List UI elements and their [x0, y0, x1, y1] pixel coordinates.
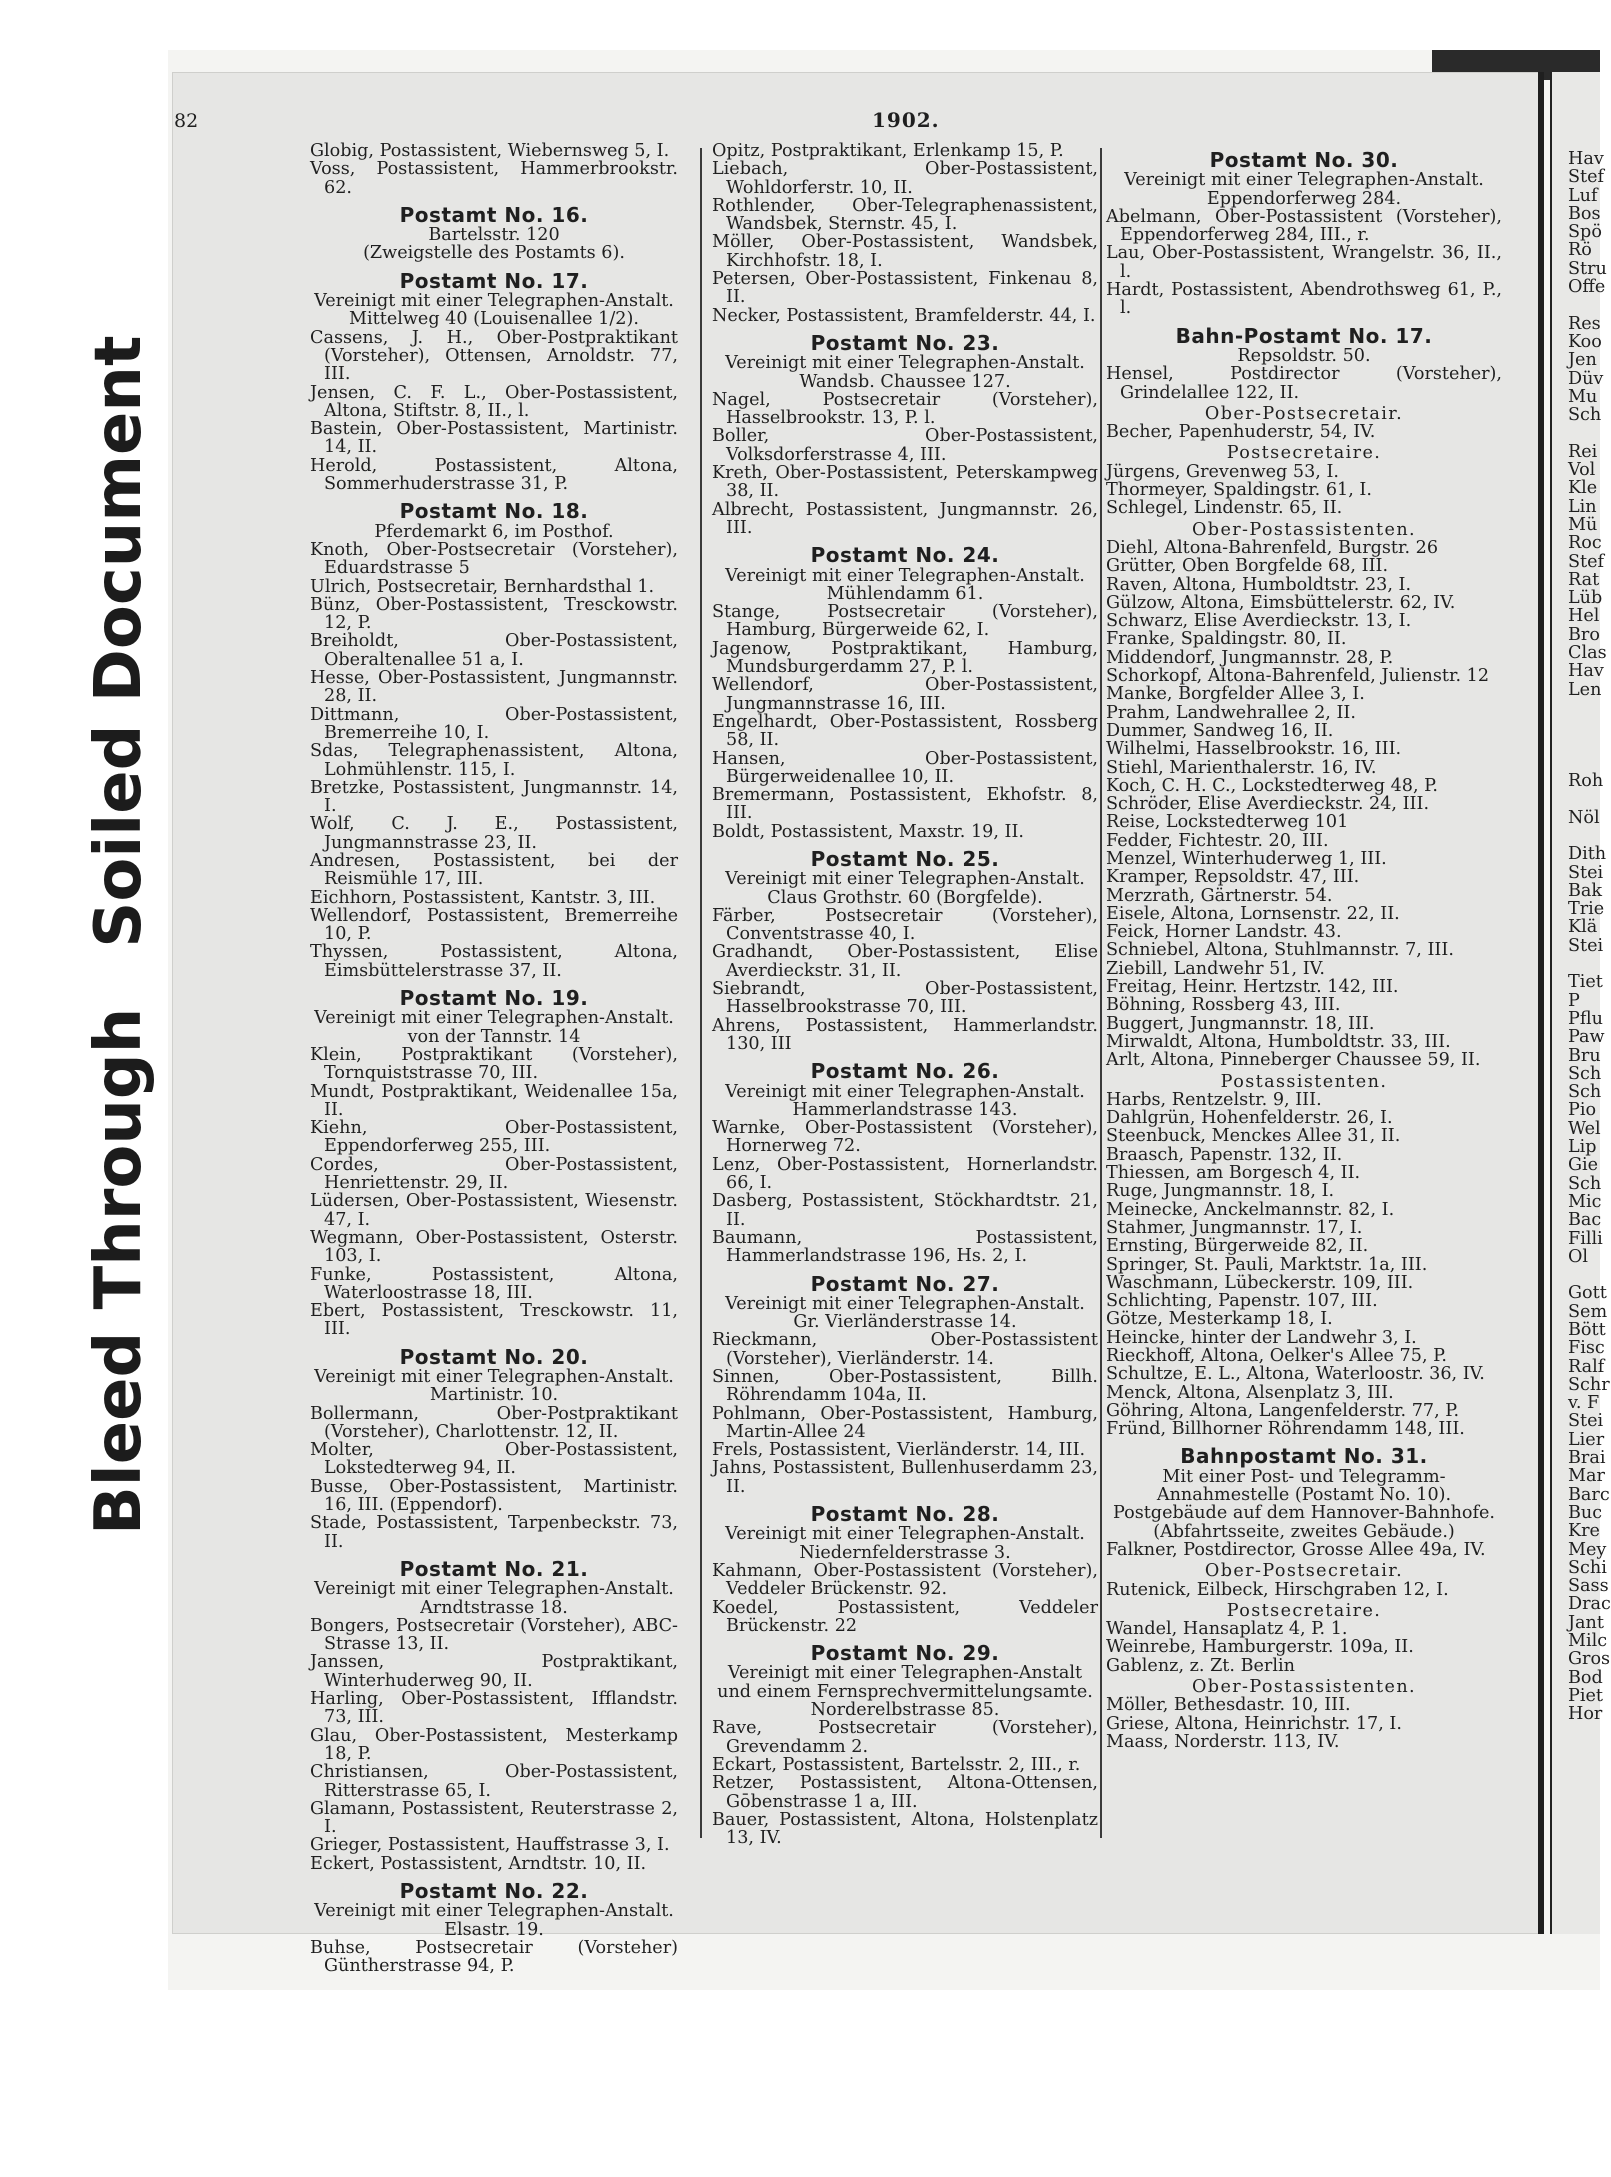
- directory-entry: Ziebill, Landwehr 51, IV.: [1106, 958, 1325, 979]
- directory-entry: Wel: [1568, 1118, 1601, 1139]
- directory-entry: Franke, Spaldingstr. 80, II.: [1106, 629, 1347, 650]
- postamt-heading: Postamt No. 16.: [399, 202, 589, 227]
- postamt-heading: Postamt No. 30.: [1209, 148, 1399, 172]
- directory-entry: Mirwaldt, Altona, Humboldtstr. 33, III.: [1106, 1031, 1451, 1052]
- directory-entry: Pio: [1568, 1100, 1597, 1121]
- directory-entry: Färber, Postsecretair (Vorsteher), Conventstrasse 40, I.: [712, 905, 1098, 945]
- directory-entry: Bünz, Ober-Postassistent, Tresckowstr. 12, P.: [310, 594, 678, 634]
- directory-entry: Schlegel, Lindenstr. 65, II.: [1106, 498, 1343, 519]
- directory-entry: Buc: [1568, 1502, 1603, 1523]
- directory-entry: Bollermann, Ober-Postpraktikant (Vorsteher), Charlottenstr. 12, II.: [310, 1403, 678, 1442]
- directory-entry: Kramper, Repsoldstr. 47, III.: [1106, 867, 1360, 888]
- directory-entry: Dith: [1568, 844, 1607, 865]
- directory-entry: Hardt, Postassistent, Abendrothsweg 61, P., l.: [1106, 280, 1502, 319]
- directory-entry: Jürgens, Grevenweg 53, I.: [1106, 461, 1340, 482]
- directory-entry: Dahlgrün, Hohenfelderstr. 26, I.: [1106, 1108, 1393, 1129]
- directory-entry: Clas: [1568, 643, 1607, 664]
- office-address: Vereinigt mit einer Telegraphen-Anstalt.: [725, 1081, 1085, 1102]
- blank-line: [1568, 736, 1600, 754]
- blank-line: [1568, 790, 1600, 808]
- directory-entry: Stef: [1568, 551, 1605, 572]
- directory-entry: Freitag, Heinr. Hertzstr. 142, III.: [1106, 977, 1399, 998]
- directory-entry: Bro: [1568, 624, 1600, 645]
- directory-entry: Thormeyer, Spaldingstr. 61, I.: [1106, 480, 1372, 501]
- directory-entry: Maass, Norderstr. 113, IV.: [1106, 1731, 1340, 1752]
- directory-entry: Gablenz, z. Zt. Berlin: [1106, 1655, 1295, 1676]
- directory-entry: Bretzke, Postassistent, Jungmannstr. 14, I.: [310, 777, 678, 817]
- directory-entry: Eisele, Altona, Lornsenstr. 22, II.: [1106, 903, 1400, 924]
- directory-entry: Piet: [1568, 1685, 1603, 1706]
- directory-entry: Funke, Postassistent, Altona, Waterloostrasse 18, III.: [310, 1264, 678, 1303]
- directory-entry: Brai: [1568, 1448, 1606, 1469]
- blank-line: [1568, 754, 1600, 772]
- directory-entry: Springer, St. Pauli, Marktstr. 1a, III.: [1106, 1254, 1428, 1275]
- column-1: [310, 141, 678, 1977]
- directory-entry: Necker, Postassistent, Bramfelderstr. 44, I.: [712, 305, 1096, 326]
- directory-entry: Meinecke, Anckelmannstr. 82, I.: [1106, 1199, 1395, 1220]
- directory-entry: Bru: [1568, 1045, 1601, 1066]
- directory-entry: Cassens, J. H., Ober-Postpraktikant (Vorsteher), Ottensen, Arnoldstr. 77, III.: [310, 327, 678, 385]
- directory-entry: Spö: [1568, 222, 1602, 243]
- directory-entry: Mü: [1568, 514, 1598, 535]
- postamt-heading: Postamt No. 25.: [810, 846, 1000, 871]
- directory-entry: Glamann, Postassistent, Reuterstrasse 2, I.: [310, 1798, 678, 1838]
- directory-entry: Abelmann, Ober-Postassistent (Vorsteher), Eppendorferweg 284, III., r.: [1106, 206, 1502, 246]
- office-address: Vereinigt mit einer Telegraphen-Anstalt.: [314, 1367, 674, 1387]
- directory-entry: Sdas, Telegraphenassistent, Altona, Lohmühlenstr. 115, I.: [310, 741, 678, 780]
- directory-entry: Stru: [1568, 258, 1607, 279]
- directory-entry: Bastein, Ober-Postassistent, Martinistr. 14, II.: [310, 419, 678, 458]
- office-address: Elsastr. 19.: [444, 1919, 544, 1940]
- office-address: Mittelweg 40 (Louisenallee 1/2).: [349, 309, 639, 330]
- directory-entry: Lier: [1568, 1429, 1605, 1450]
- directory-entry: Braasch, Papenstr. 132, II.: [1106, 1144, 1343, 1165]
- directory-entry: Lüb: [1568, 588, 1603, 609]
- directory-entry: Wilhelmi, Hasselbrookstr. 16, III.: [1106, 739, 1402, 760]
- directory-entry: Klein, Postpraktikant (Vorsteher), Tornquiststrasse 70, III.: [310, 1044, 678, 1084]
- directory-entry: Hav: [1568, 661, 1604, 682]
- directory-entry: Dittmann, Ober-Postassistent, Bremerreihe 10, I.: [310, 704, 678, 743]
- directory-entry: Ahrens, Postassistent, Hammerlandstr. 130, III: [712, 1015, 1098, 1054]
- directory-entry: Pflu: [1568, 1008, 1603, 1029]
- directory-entry: Lin: [1568, 496, 1597, 517]
- directory-entry: Gott: [1568, 1283, 1607, 1304]
- postamt-heading: Postamt No. 28.: [810, 1502, 1000, 1527]
- office-address: Bartelsstr. 120: [428, 225, 560, 246]
- directory-entry: Koedel, Postassistent, Veddeler Brückenstr. 22: [712, 1597, 1098, 1636]
- directory-entry: v. F: [1568, 1393, 1600, 1414]
- blank-line: [1568, 296, 1600, 314]
- directory-entry: Kle: [1568, 478, 1598, 499]
- directory-entry: Harling, Ober-Postassistent, Ifflandstr. 73, III.: [310, 1689, 678, 1728]
- directory-entry: Jensen, C. F. L., Ober-Postassistent, Altona, Stiftstr. 8, II., l.: [310, 382, 678, 421]
- directory-entry: Wellendorf, Ober-Postassistent, Jungmannstrasse 16, III.: [712, 675, 1098, 714]
- directory-entry: Menck, Altona, Alsenplatz 3, III.: [1106, 1382, 1394, 1403]
- directory-entry: Gie: [1568, 1155, 1599, 1176]
- office-address: Mit einer Post- und Telegramm-Annahmestelle (Postamt No. 10).: [1156, 1466, 1452, 1506]
- directory-entry: Andresen, Postassistent, bei der Reismühle 17, III.: [310, 850, 678, 890]
- directory-entry: Trie: [1568, 899, 1605, 920]
- postamt-heading: Postamt No. 29.: [810, 1641, 1000, 1666]
- directory-entry: Buggert, Jungmannstr. 18, III.: [1106, 1013, 1375, 1034]
- directory-entry: Boldt, Postassistent, Maxstr. 19, II.: [712, 821, 1025, 842]
- directory-entry: Sch: [1568, 1063, 1602, 1084]
- office-address: von der Tannstr. 14: [407, 1026, 581, 1047]
- directory-entry: Düv: [1568, 368, 1604, 389]
- directory-entry: Albrecht, Postassistent, Jungmannstr. 26, III.: [712, 499, 1098, 538]
- directory-entry: Schwarz, Elise Averdieckstr. 13, I.: [1106, 611, 1412, 632]
- directory-entry: Roc: [1568, 533, 1602, 554]
- postamt-heading: Postamt No. 18.: [399, 499, 589, 524]
- directory-entry: Diehl, Altona-Bahrenfeld, Burgstr. 26: [1106, 537, 1439, 558]
- column-3: [1106, 142, 1502, 1882]
- directory-entry: Glau, Ober-Postassistent, Mesterkamp 18, P.: [310, 1725, 678, 1764]
- directory-entry: Stade, Postassistent, Tarpenbeckstr. 73, II.: [310, 1513, 678, 1552]
- office-address: Vereinigt mit einer Telegraphen-Anstalt und einem Fernsprechvermittelungsamte.: [717, 1663, 1093, 1702]
- directory-entry: Griese, Altona, Heinrichstr. 17, I.: [1106, 1713, 1402, 1734]
- office-address: (Zweigstelle des Postamts 6).: [363, 243, 625, 264]
- column-rule: [700, 148, 702, 1838]
- directory-entry: Stange, Postsecretair (Vorsteher), Hamburg, Bürgerweide 62, I.: [712, 602, 1098, 641]
- rank-subheading: Ober-Postassistenten.: [1191, 1677, 1417, 1698]
- directory-entry: Rieckmann, Ober-Postassistent (Vorsteher), Vierländerstr. 14.: [712, 1330, 1098, 1369]
- office-address: Wandsb. Chaussee 127.: [799, 371, 1011, 392]
- condition-stamp: [64, 335, 174, 1535]
- postamt-heading: Postamt No. 23.: [810, 330, 1000, 355]
- directory-entry: Möller, Bethesdastr. 10, III.: [1106, 1695, 1351, 1716]
- directory-entry: Liebach, Ober-Postassistent, Wohldorferstr. 10, II.: [712, 159, 1098, 198]
- office-address: Vereinigt mit einer Telegraphen-Anstalt.: [314, 291, 674, 312]
- page-edge: [1538, 72, 1544, 1934]
- directory-entry: Ralf: [1568, 1356, 1605, 1377]
- postamt-heading: Postamt No. 24.: [810, 543, 1000, 568]
- office-address: Postgebäude auf dem Hannover-Bahnhofe. (Abfahrtsseite, zweites Gebäude.): [1112, 1503, 1496, 1542]
- rank-subheading: Ober-Postsecretair.: [1204, 1561, 1404, 1582]
- directory-entry: Rö: [1568, 240, 1592, 261]
- directory-entry: Weinrebe, Hamburgerstr. 109a, II.: [1106, 1637, 1414, 1658]
- office-address: Vereinigt mit einer Telegraphen-Anstalt.: [314, 1008, 674, 1029]
- directory-entry: Rothlender, Ober-Telegraphenassistent, Wandsbek, Sternstr. 45, I.: [712, 195, 1098, 235]
- directory-entry: Len: [1568, 679, 1602, 700]
- directory-entry: Menzel, Winterhuderweg 1, III.: [1106, 848, 1387, 869]
- directory-entry: Opitz, Postpraktikant, Erlenkamp 15, P.: [712, 141, 1064, 161]
- directory-entry: Luf: [1568, 185, 1598, 206]
- directory-entry: Molter, Ober-Postassistent, Lokstedterweg 94, II.: [310, 1440, 678, 1479]
- directory-entry: Sem: [1568, 1301, 1608, 1322]
- column-rule: [1100, 148, 1102, 1838]
- directory-entry: Retzer, Postassistent, Altona-Ottensen, Gōbenstrasse 1 a, III.: [712, 1773, 1098, 1812]
- office-address: Vereinigt mit einer Telegraphen-Anstalt.: [725, 565, 1085, 586]
- directory-entry: Tiet: [1568, 972, 1603, 993]
- directory-entry: Paw: [1568, 1027, 1605, 1048]
- directory-entry: Ernsting, Bürgerweide 82, II.: [1106, 1236, 1369, 1257]
- directory-entry: Schröder, Elise Averdieckstr. 24, III.: [1106, 794, 1430, 815]
- directory-entry: Middendorf, Jungmannstr. 28, P.: [1106, 647, 1394, 668]
- directory-entry: Wolf, C. J. E., Postassistent, Jungmannstrasse 23, II.: [310, 814, 678, 853]
- directory-entry: Thiessen, am Borgesch 4, II.: [1106, 1163, 1361, 1184]
- directory-entry: Göhring, Altona, Langenfelderstr. 77, P.: [1106, 1400, 1460, 1421]
- directory-entry: Sch: [1568, 1082, 1602, 1103]
- directory-entry: Hesse, Ober-Postassistent, Jungmannstr. 28, II.: [310, 668, 678, 707]
- directory-entry: Breiholdt, Ober-Postassistent, Oberaltenallee 51 a, I.: [310, 631, 678, 670]
- directory-entry: Sch: [1568, 1173, 1602, 1194]
- directory-entry: Engelhardt, Ober-Postassistent, Rossberg 58, II.: [712, 711, 1098, 751]
- directory-entry: Busse, Ober-Postassistent, Martinistr. 16, III. (Eppendorf).: [310, 1476, 678, 1516]
- directory-entry: Schi: [1568, 1557, 1607, 1578]
- directory-entry: Möller, Ober-Postassistent, Wandsbek, Kirchhofstr. 18, I.: [712, 232, 1098, 271]
- directory-entry: Buhse, Postsecretair (Vorsteher) Güntherstrasse 94, P.: [310, 1937, 678, 1977]
- postamt-heading: Bahn-Postamt No. 17.: [1175, 323, 1433, 348]
- directory-entry: Gülzow, Altona, Eimsbüttelerstr. 62, IV.: [1106, 592, 1456, 613]
- office-address: Gr. Vierländerstrasse 14.: [793, 1312, 1017, 1333]
- blank-line: [1568, 1266, 1600, 1284]
- postamt-heading: Postamt No. 26.: [810, 1059, 1000, 1084]
- postamt-heading: Postamt No. 20.: [399, 1344, 589, 1369]
- directory-entry: Stei: [1568, 935, 1604, 956]
- directory-entry: Pohlmann, Ober-Postassistent, Hamburg, Martin-Allee 24: [712, 1403, 1098, 1442]
- blank-line: [1568, 699, 1600, 717]
- office-address: Vereinigt mit einer Telegraphen-Anstalt.: [1124, 170, 1484, 191]
- office-address: Vereinigt mit einer Telegraphen-Anstalt.: [725, 869, 1085, 890]
- office-address: Pferdemarkt 6, im Posthof.: [374, 521, 614, 542]
- column-2: [712, 142, 1098, 1882]
- directory-entry: Cordes, Ober-Postassistent, Henriettenstr. 29, II.: [310, 1154, 678, 1194]
- postamt-heading: Postamt No. 27.: [810, 1271, 1000, 1296]
- directory-entry: P: [1568, 990, 1580, 1011]
- directory-entry: Frels, Postassistent, Vierländerstr. 14, III.: [712, 1440, 1086, 1461]
- stamp-bleed-through: Bleed Through: [82, 1007, 156, 1535]
- directory-entry: Kahmann, Ober-Postassistent (Vorsteher), Veddeler Brückenstr. 92.: [712, 1560, 1098, 1600]
- directory-entry: Stiehl, Marienthalerstr. 16, IV.: [1106, 757, 1377, 778]
- office-address: Repsoldstr. 50.: [1237, 345, 1371, 366]
- office-address: Norderelbstrasse 85.: [810, 1700, 1000, 1721]
- directory-entry: Stei: [1568, 1411, 1604, 1432]
- directory-entry: Mundt, Postpraktikant, Weidenallee 15a, II.: [310, 1081, 678, 1120]
- rank-subheading: Postassistenten.: [1220, 1071, 1388, 1092]
- directory-entry: Gradhandt, Ober-Postassistent, Elise Averdieckstr. 31, II.: [712, 942, 1098, 981]
- directory-entry: Bos: [1568, 203, 1601, 224]
- directory-entry: Nöl: [1568, 807, 1600, 828]
- rank-subheading: Postsecretaire.: [1226, 1600, 1382, 1621]
- directory-entry: Dasberg, Postassistent, Stöckhardtstr. 21, II.: [712, 1191, 1098, 1230]
- directory-entry: Grütter, Oben Borgfelde 68, III.: [1106, 556, 1389, 577]
- directory-entry: Reise, Lockstedterweg 101: [1106, 812, 1349, 833]
- office-address: Vereinigt mit einer Telegraphen-Anstalt.: [314, 1901, 674, 1922]
- directory-entry: Roh: [1568, 771, 1604, 792]
- directory-entry: Manke, Borgfelder Allee 3, I.: [1106, 684, 1365, 705]
- directory-entry: Mey: [1568, 1539, 1607, 1560]
- directory-entry: Bac: [1568, 1210, 1602, 1231]
- directory-entry: Nagel, Postsecretair (Vorsteher), Hasselbrookstr. 13, P. l.: [712, 389, 1098, 429]
- directory-entry: Bött: [1568, 1320, 1606, 1340]
- directory-entry: Dummer, Sandweg 16, II.: [1106, 720, 1334, 741]
- directory-entry: Hansen, Ober-Postassistent, Bürgerweidenallee 10, II.: [712, 748, 1098, 787]
- directory-entry: Knoth, Ober-Postsecretair (Vorsteher), Eduardstrasse 5: [310, 539, 678, 579]
- directory-entry: Voss, Postassistent, Hammerbrookstr. 62.: [310, 159, 678, 198]
- postamt-heading: Postamt No. 22.: [399, 1879, 589, 1904]
- column-next-page-fragment: [1568, 149, 1611, 1910]
- directory-entry: Sinnen, Ober-Postassistent, Billh. Röhrendamm 104a, II.: [712, 1367, 1098, 1406]
- directory-entry: Sass: [1568, 1576, 1609, 1597]
- directory-entry: Eckert, Postassistent, Arndtstr. 10, II.: [310, 1853, 647, 1874]
- directory-entry: Klä: [1568, 917, 1598, 938]
- directory-entry: Böhning, Rossberg 43, III.: [1106, 995, 1341, 1016]
- directory-entry: Götze, Mesterkamp 18, I.: [1106, 1309, 1333, 1330]
- directory-entry: Sch: [1568, 405, 1602, 426]
- postamt-heading: Postamt No. 17.: [399, 268, 589, 293]
- directory-entry: Lau, Ober-Postassistent, Wrangelstr. 36, II., l.: [1106, 243, 1502, 282]
- directory-entry: Rat: [1568, 569, 1600, 590]
- directory-entry: Janssen, Postpraktikant, Winterhuderweg 90, II.: [310, 1652, 678, 1691]
- directory-entry: Kiehn, Ober-Postassistent, Eppendorferweg 255, III.: [310, 1118, 678, 1157]
- directory-entry: Hor: [1568, 1704, 1603, 1725]
- directory-entry: Stahmer, Jungmannstr. 17, I.: [1106, 1217, 1363, 1238]
- stamp-soiled-document: Soiled Document: [82, 335, 156, 948]
- directory-entry: Eckart, Postassistent, Bartelsstr. 2, III., r.: [712, 1754, 1081, 1775]
- directory-entry: Jahns, Postassistent, Bullenhuserdamm 23, II.: [712, 1458, 1098, 1497]
- directory-entry: Bremermann, Postassistent, Ekhofstr. 8, III.: [712, 785, 1098, 824]
- directory-entry: Wellendorf, Postassistent, Bremerreihe 10, P.: [310, 905, 678, 945]
- directory-entry: Hav: [1568, 149, 1604, 169]
- directory-entry: Mu: [1568, 386, 1598, 407]
- page-number: 82: [174, 110, 199, 132]
- directory-entry: Hensel, Postdirector (Vorsteher), Grindelallee 122, II.: [1106, 364, 1502, 403]
- directory-entry: Milc: [1568, 1631, 1608, 1652]
- postamt-heading: Bahnpostamt No. 31.: [1180, 1444, 1428, 1469]
- directory-entry: Bauer, Postassistent, Altona, Holstenplatz 13, IV.: [712, 1809, 1098, 1849]
- directory-entry: Waschmann, Lübeckerstr. 109, III.: [1106, 1272, 1414, 1293]
- office-address: Claus Grothstr. 60 (Borgfelde).: [767, 887, 1043, 908]
- directory-entry: Koo: [1568, 331, 1602, 352]
- directory-entry: Steenbuck, Menckes Allee 31, II.: [1106, 1126, 1401, 1147]
- directory-entry: Bak: [1568, 880, 1603, 901]
- directory-entry: Schultze, E. L., Altona, Waterloostr. 36, IV.: [1106, 1364, 1485, 1385]
- directory-entry: Wandel, Hansaplatz 4, P. 1.: [1106, 1619, 1348, 1640]
- directory-entry: Siebrandt, Ober-Postassistent, Hasselbrookstrasse 70, III.: [712, 979, 1098, 1018]
- directory-entry: Jant: [1568, 1612, 1604, 1633]
- office-address: Hammerlandstrasse 143.: [792, 1099, 1018, 1120]
- directory-entry: Gros: [1568, 1649, 1611, 1670]
- blank-line: [1568, 424, 1600, 442]
- directory-entry: Fedder, Fichtestr. 20, III.: [1106, 830, 1329, 851]
- directory-entry: Fründ, Billhorner Röhrendamm 148, III.: [1106, 1419, 1465, 1440]
- postamt-heading: Postamt No. 19.: [399, 986, 589, 1011]
- office-address: Niedernfelderstrasse 3.: [799, 1542, 1011, 1563]
- directory-entry: Schlichting, Papenstr. 107, III.: [1106, 1291, 1378, 1312]
- directory-entry: Raven, Altona, Humboldtstr. 23, I.: [1106, 574, 1412, 595]
- directory-entry: Eichhorn, Postassistent, Kantstr. 3, III.: [310, 887, 656, 908]
- directory-entry: Prahm, Landwehrallee 2, II.: [1106, 702, 1356, 723]
- rank-subheading: Ober-Postassistenten.: [1191, 519, 1417, 540]
- office-address: Vereinigt mit einer Telegraphen-Anstalt.: [314, 1579, 674, 1600]
- office-address: Arndtstrasse 18.: [420, 1597, 568, 1618]
- directory-entry: Barc: [1568, 1484, 1610, 1505]
- directory-entry: Kreth, Ober-Postassistent, Peterskampweg 38, II.: [712, 463, 1098, 502]
- directory-entry: Petersen, Ober-Postassistent, Finkenau 8, II.: [712, 269, 1098, 308]
- directory-entry: Becher, Papenhuderstr, 54, IV.: [1106, 422, 1376, 443]
- directory-entry: Schr: [1568, 1374, 1610, 1395]
- directory-entry: Lenz, Ober-Postassistent, Hornerlandstr. 66, I.: [712, 1154, 1098, 1194]
- directory-entry: Bod: [1568, 1667, 1603, 1688]
- directory-entry: Warnke, Ober-Postassistent (Vorsteher), Hornerweg 72.: [712, 1118, 1098, 1157]
- directory-entry: Filli: [1568, 1228, 1603, 1249]
- directory-entry: Ulrich, Postsecretair, Bernhardsthal 1.: [310, 576, 655, 597]
- postamt-heading: Postamt No. 21.: [399, 1556, 589, 1581]
- directory-entry: Schniebel, Altona, Stuhlmannstr. 7, III.: [1106, 940, 1454, 961]
- directory-entry: Ebert, Postassistent, Tresckowstr. 11, III.: [310, 1301, 678, 1340]
- directory-entry: Rave, Postsecretair (Vorsteher), Grevendamm 2.: [712, 1718, 1098, 1757]
- directory-entry: Boller, Ober-Postassistent, Volksdorferstrasse 4, III.: [712, 426, 1098, 465]
- directory-entry: Rei: [1568, 441, 1598, 462]
- directory-entry: Stef: [1568, 167, 1605, 188]
- directory-entry: Vol: [1568, 460, 1596, 481]
- office-address: Martinistr. 10.: [429, 1385, 559, 1406]
- office-address: Vereinigt mit einer Telegraphen-Anstalt.: [725, 1524, 1085, 1545]
- directory-entry: Mic: [1568, 1191, 1602, 1212]
- office-address: Eppendorferweg 284.: [1206, 188, 1402, 209]
- directory-entry: Feick, Horner Landstr. 43.: [1106, 922, 1342, 943]
- directory-entry: Merzrath, Gärtnerstr. 54.: [1106, 885, 1333, 906]
- blank-line: [1568, 827, 1600, 845]
- directory-entry: Thyssen, Postassistent, Altona, Eimsbüttelerstrasse 37, II.: [310, 942, 678, 981]
- blank-line: [1568, 955, 1600, 973]
- directory-entry: Rieckhoff, Altona, Oelker's Allee 75, P.: [1106, 1346, 1447, 1366]
- directory-entry: Rutenick, Eilbeck, Hirschgraben 12, I.: [1106, 1579, 1449, 1600]
- office-address: Vereinigt mit einer Telegraphen-Anstalt.: [725, 1293, 1085, 1314]
- directory-entry: Kre: [1568, 1521, 1600, 1542]
- office-address: Mühlendamm 61.: [826, 583, 984, 604]
- rank-subheading: Ober-Postsecretair.: [1204, 403, 1404, 424]
- directory-entry: Arlt, Altona, Pinneberger Chaussee 59, II.: [1106, 1050, 1481, 1071]
- rank-subheading: Postsecretaire.: [1226, 443, 1382, 464]
- directory-entry: Schorkopf, Altona-Bahrenfeld, Julienstr. 12: [1106, 666, 1490, 687]
- directory-entry: Baumann, Postassistent, Hammerlandstrasse 196, Hs. 2, I.: [712, 1227, 1098, 1267]
- directory-entry: Falkner, Postdirector, Grosse Allee 49a, IV.: [1106, 1539, 1486, 1560]
- directory-entry: Ol: [1568, 1246, 1589, 1267]
- directory-entry: Mar: [1568, 1466, 1605, 1487]
- blank-line: [1568, 717, 1600, 735]
- directory-entry: Lüdersen, Ober-Postassistent, Wiesenstr. 47, I.: [310, 1191, 678, 1230]
- directory-entry: Ruge, Jungmannstr. 18, I.: [1106, 1181, 1335, 1202]
- directory-entry: Stei: [1568, 862, 1604, 883]
- directory-entry: Herold, Postassistent, Altona, Sommerhuderstrasse 31, P.: [310, 455, 678, 495]
- directory-entry: Harbs, Rentzelstr. 9, III.: [1106, 1089, 1322, 1110]
- directory-entry: Christiansen, Ober-Postassistent, Ritterstrasse 65, I.: [310, 1762, 678, 1801]
- page-year: 1902.: [872, 108, 940, 132]
- directory-entry: Koch, C. H. C., Lockstedterweg 48, P.: [1106, 775, 1439, 796]
- directory-entry: Res: [1568, 313, 1601, 334]
- directory-entry: Lip: [1568, 1137, 1597, 1158]
- directory-entry: Bongers, Postsecretair (Vorsteher), ABC-Strasse 13, II.: [310, 1615, 678, 1655]
- directory-entry: Drac: [1568, 1594, 1611, 1615]
- directory-entry: Jagenow, Postpraktikant, Hamburg, Mundsburgerdamm 27, P. l.: [712, 638, 1098, 678]
- directory-entry: Jen: [1568, 350, 1597, 371]
- office-address: Vereinigt mit einer Telegraphen-Anstalt.: [725, 353, 1085, 374]
- directory-entry: Offe: [1568, 277, 1606, 298]
- directory-entry: Wegmann, Ober-Postassistent, Osterstr. 103, I.: [310, 1227, 678, 1267]
- directory-entry: Hel: [1568, 606, 1600, 627]
- directory-entry: Globig, Postassistent, Wiebernsweg 5, I.: [310, 141, 670, 161]
- directory-entry: Heincke, hinter der Landwehr 3, I.: [1106, 1327, 1417, 1348]
- directory-entry: Grieger, Postassistent, Hauffstrasse 3, I.: [310, 1835, 670, 1856]
- directory-entry: Fisc: [1568, 1338, 1605, 1359]
